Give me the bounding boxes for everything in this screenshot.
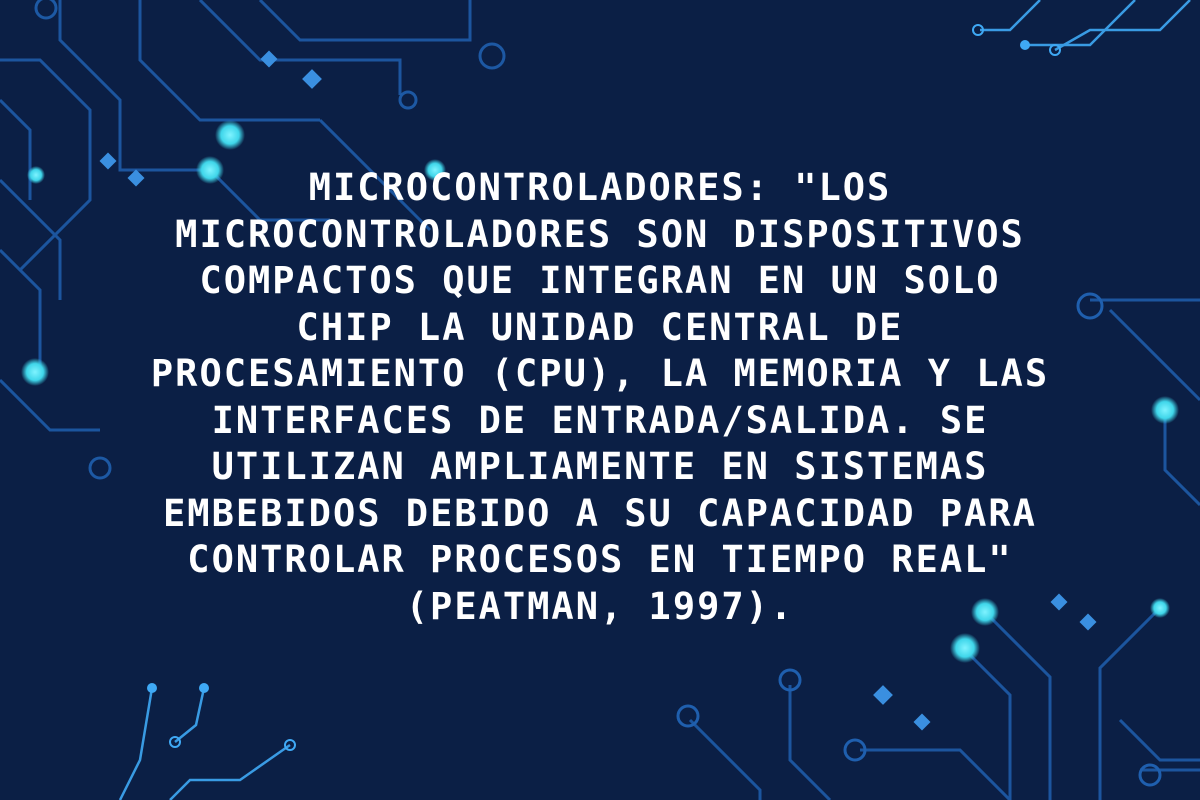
quote-line: UTILIZAN AMPLIAMENTE EN SISTEMAS (211, 445, 989, 488)
quote-text (60, 165, 1140, 630)
circuit-traces-bottom-left (120, 688, 290, 800)
quote-line: MICROCONTROLADORES SON DISPOSITIVOS (175, 212, 1025, 256)
circuit-traces-top-right (980, 0, 1190, 50)
quote-line: CONTROLAR PROCESOS EN TIEMPO REAL" (187, 538, 1013, 581)
quote-line: CHIP LA UNIDAD CENTRAL DE (296, 305, 904, 349)
circuit-traces-bottom-right (690, 608, 1200, 800)
quote-line: INTERFACES DE ENTRADA/SALIDA. SE (211, 398, 989, 442)
circuit-nodes-bottom-left (147, 683, 295, 750)
quote-line: EMBEBIDOS DEBIDO A SU CAPACIDAD PARA (163, 491, 1037, 535)
quote-line: PROCESAMIENTO (CPU), LA MEMORIA Y LAS (150, 352, 1050, 395)
quote-line: MICROCONTROLADORES: "LOS (308, 166, 892, 209)
quote-line: COMPACTOS QUE INTEGRAN EN UN SOLO (199, 259, 1001, 302)
quote-citation: (PEATMAN, 1997). (405, 584, 795, 628)
